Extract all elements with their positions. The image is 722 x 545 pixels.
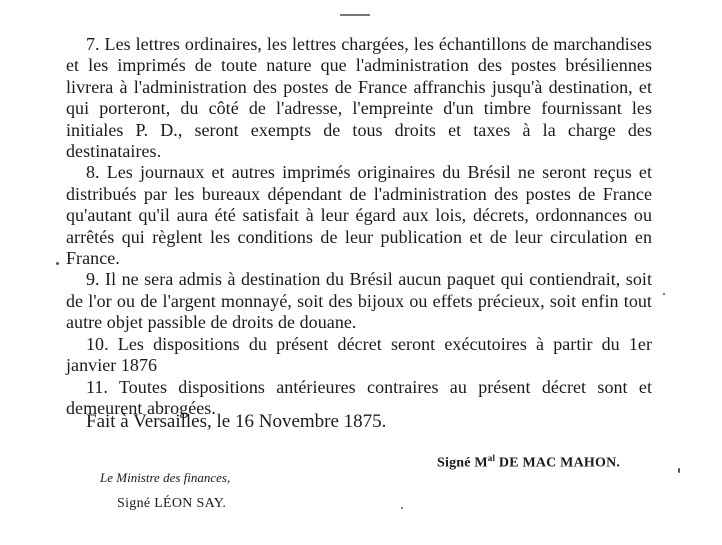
- article-8: 8. Les journaux et autres imprimés originaires du Brésil ne seront reçus et distribués par les bureaux dépendant de l'administration des postes de France qu'autant qu'il aura été satisfait à leur égard aux lois, décrets, ordonnances ou arrêtés qui règlent les conditions de leur publication et de leur circulation en France.: [66, 162, 652, 269]
- minister-signature: Signé LÉON SAY.: [117, 496, 227, 511]
- president-signature: [437, 453, 620, 472]
- minister-title: Le Ministre des finances,: [100, 470, 231, 485]
- print-speck: [678, 468, 680, 473]
- article-11: 11. Toutes dispositions antérieures contraires au présent décret sont et demeurent abrogées.: [66, 376, 652, 418]
- top-page-mark: [340, 14, 370, 16]
- article-10: 10. Les dispositions du présent décret seront exécutoires à partir du 1er janvier 1876: [66, 333, 652, 376]
- president-name: DE MAC MAHON.: [495, 455, 621, 471]
- president-title-abbrev: al: [487, 453, 496, 463]
- print-speck: [56, 262, 59, 265]
- print-speck: [663, 293, 665, 295]
- decree-body: [66, 34, 652, 419]
- president-signe: Signé M: [437, 455, 488, 471]
- place-date-line: Fait à Versailles, le 16 Novembre 1875.: [86, 411, 387, 432]
- article-9: 9. Il ne sera admis à destination du Brésil aucun paquet qui contiendrait, soit de l'or ou de l'argent monnayé, soit des bijoux ou effets précieux, soit enfin tout autre objet passible de droits de douane.: [66, 269, 652, 333]
- print-speck: [401, 507, 403, 509]
- article-7: 7. Les lettres ordinaires, les lettres chargées, les échantillons de marchandises et les imprimés de toute nature que l'administration des postes brésiliennes livrera à l'administration des postes de France affranchis jusqu'à destination, et qui porteront, du côté de l'adresse, l'empreinte d'un timbre fournissant les initiales P. D., seront exempts de tous droits et taxes à la charge des destinataires.: [66, 34, 652, 162]
